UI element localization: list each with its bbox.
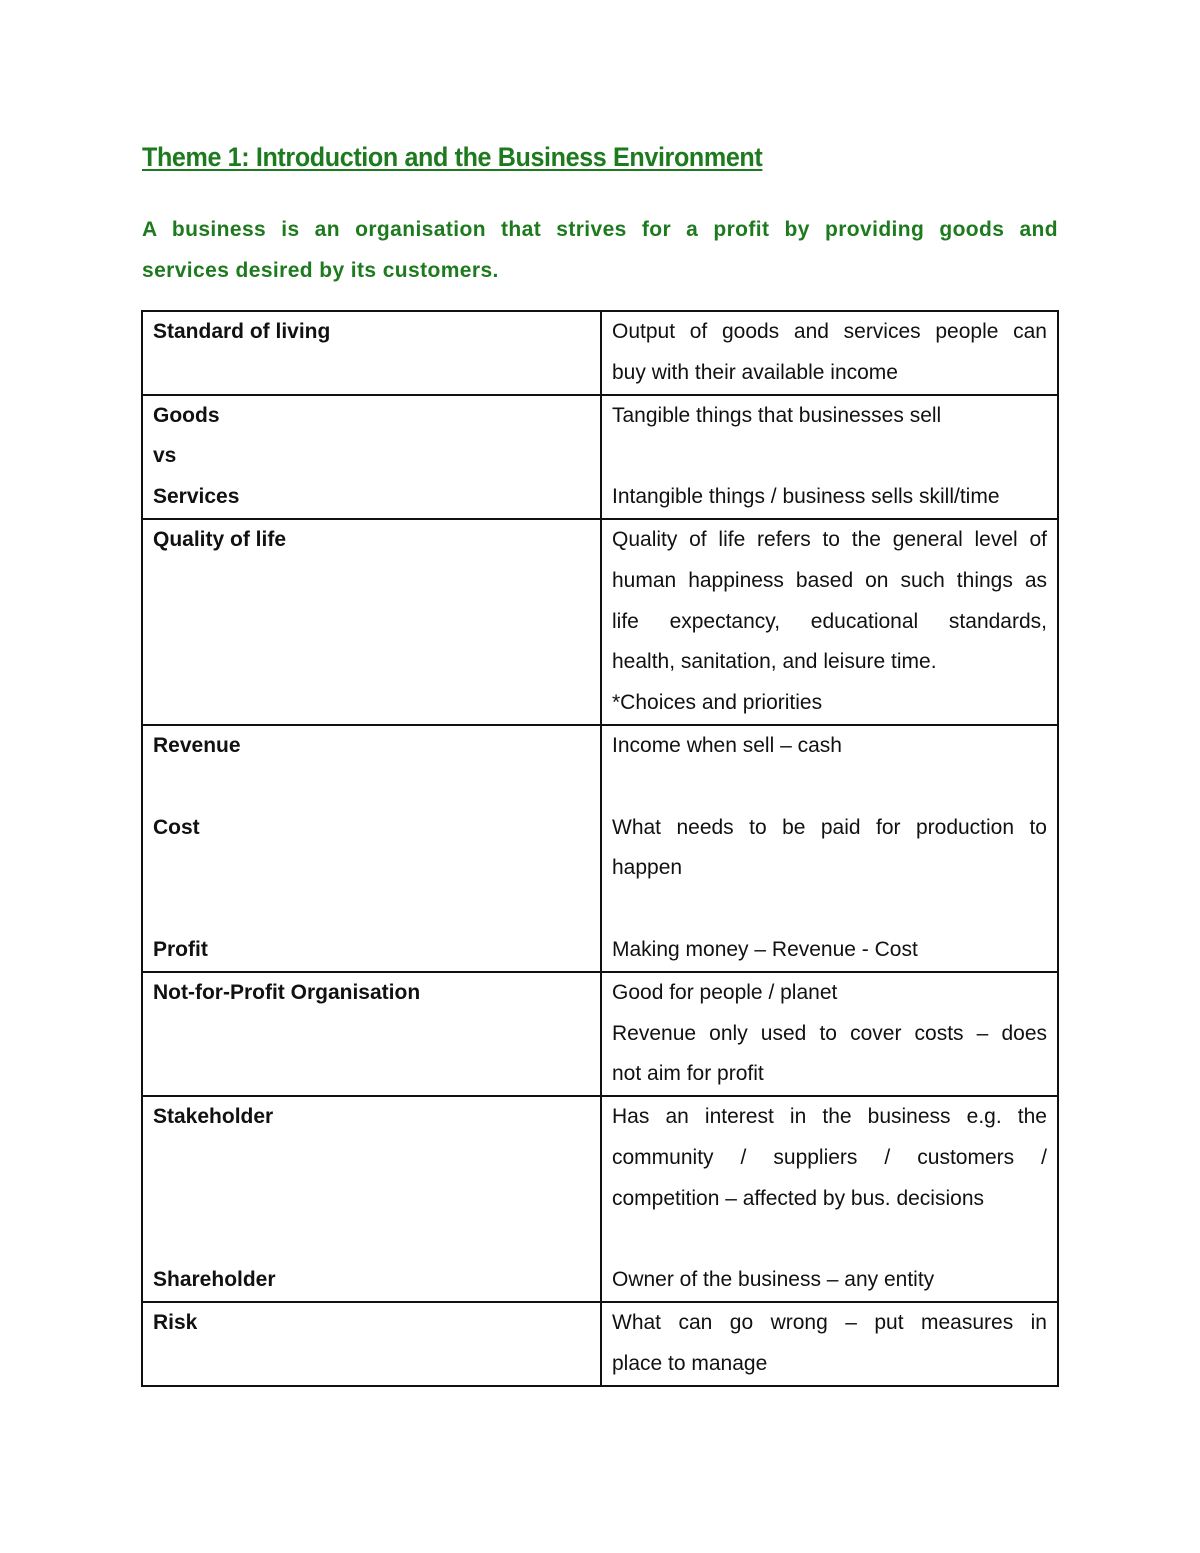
term-line: Goods xyxy=(153,403,220,427)
definition-line: What can go wrong – put measures in xyxy=(612,1311,1047,1335)
table-row xyxy=(142,1302,1058,1386)
intro-line: A business is an organisation that strives for a profit by providing goods and xyxy=(142,218,1058,241)
definition-line xyxy=(612,1220,1047,1261)
definition-line: Owner of the business – any entity xyxy=(612,1268,935,1292)
intro-paragraph xyxy=(142,210,1058,292)
definition-line: Making money – Revenue - Cost xyxy=(612,937,918,961)
term-line xyxy=(153,642,590,683)
table-row xyxy=(142,972,1058,1096)
term-line: Cost xyxy=(153,815,200,839)
term-line: Risk xyxy=(153,1311,198,1335)
definition-line: community / suppliers / customers / xyxy=(612,1145,1047,1169)
definition-cell xyxy=(601,972,1058,1096)
term-line: Revenue xyxy=(153,733,241,757)
definition-line: happen xyxy=(612,856,683,880)
term-line: Services xyxy=(153,485,240,509)
definition-line: *Choices and priorities xyxy=(612,691,823,715)
term-cell xyxy=(142,519,601,725)
term-cell xyxy=(142,1302,601,1386)
term-line: vs xyxy=(153,444,177,468)
page-title: Theme 1: Introduction and the Business Environment xyxy=(142,142,763,172)
definition-line: Intangible things / business sells skill/time xyxy=(612,485,1000,509)
term-line xyxy=(153,602,590,643)
table-row xyxy=(142,1096,1058,1302)
definition-line: not aim for profit xyxy=(612,1062,764,1086)
definition-line: competition – affected by bus. decisions xyxy=(612,1186,985,1210)
definition-line: Output of goods and services people can xyxy=(612,320,1047,343)
term-line: Not-for-Profit Organisation xyxy=(153,980,421,1004)
definition-line: life expectancy, educational standards, xyxy=(612,609,1047,633)
definition-line: Quality of life refers to the general level of xyxy=(612,527,1047,551)
term-cell xyxy=(142,1096,601,1302)
definition-line: Revenue only used to cover costs – does xyxy=(612,1021,1047,1045)
definition-cell xyxy=(601,311,1058,395)
term-line: Profit xyxy=(153,937,208,961)
definition-cell xyxy=(601,725,1058,972)
term-line xyxy=(153,1344,590,1385)
definition-line: Tangible things that businesses sell xyxy=(612,403,942,427)
term-line xyxy=(153,767,590,808)
term-line xyxy=(153,1054,590,1095)
definition-cell xyxy=(601,1302,1058,1386)
term-line xyxy=(153,1014,590,1055)
intro-line: services desired by its customers. xyxy=(142,258,499,282)
definition-line: Has an interest in the business e.g. the xyxy=(612,1105,1047,1129)
term-line: Quality of life xyxy=(153,527,287,551)
term-line xyxy=(153,1179,590,1220)
definitions-table xyxy=(141,310,1059,1387)
definition-line: What needs to be paid for production to xyxy=(612,815,1047,839)
term-cell xyxy=(142,395,601,519)
term-line xyxy=(153,1220,590,1261)
term-line xyxy=(153,1138,590,1179)
definition-line: place to manage xyxy=(612,1351,768,1375)
table-row xyxy=(142,395,1058,519)
term-line xyxy=(153,561,590,602)
definition-line: Income when sell – cash xyxy=(612,733,842,757)
term-cell xyxy=(142,311,601,395)
term-line xyxy=(153,848,590,889)
definition-line: buy with their available income xyxy=(612,360,898,384)
term-line: Shareholder xyxy=(153,1268,276,1292)
definition-line xyxy=(612,767,1047,808)
term-line xyxy=(153,353,590,394)
table-row xyxy=(142,725,1058,972)
definition-line: health, sanitation, and leisure time. xyxy=(612,650,937,674)
term-line xyxy=(153,683,590,724)
definition-line: human happiness based on such things as xyxy=(612,568,1047,592)
definition-line xyxy=(612,436,1047,477)
definition-line xyxy=(612,889,1047,930)
definitions-table-body xyxy=(142,311,1058,1386)
term-line xyxy=(153,889,590,930)
term-cell xyxy=(142,972,601,1096)
definition-cell xyxy=(601,1096,1058,1302)
definition-cell xyxy=(601,395,1058,519)
term-line: Stakeholder xyxy=(153,1105,274,1129)
definition-line: Good for people / planet xyxy=(612,980,838,1004)
term-line: Standard of living xyxy=(153,320,331,343)
term-cell xyxy=(142,725,601,972)
table-row xyxy=(142,519,1058,725)
definition-cell xyxy=(601,519,1058,725)
table-row xyxy=(142,311,1058,395)
